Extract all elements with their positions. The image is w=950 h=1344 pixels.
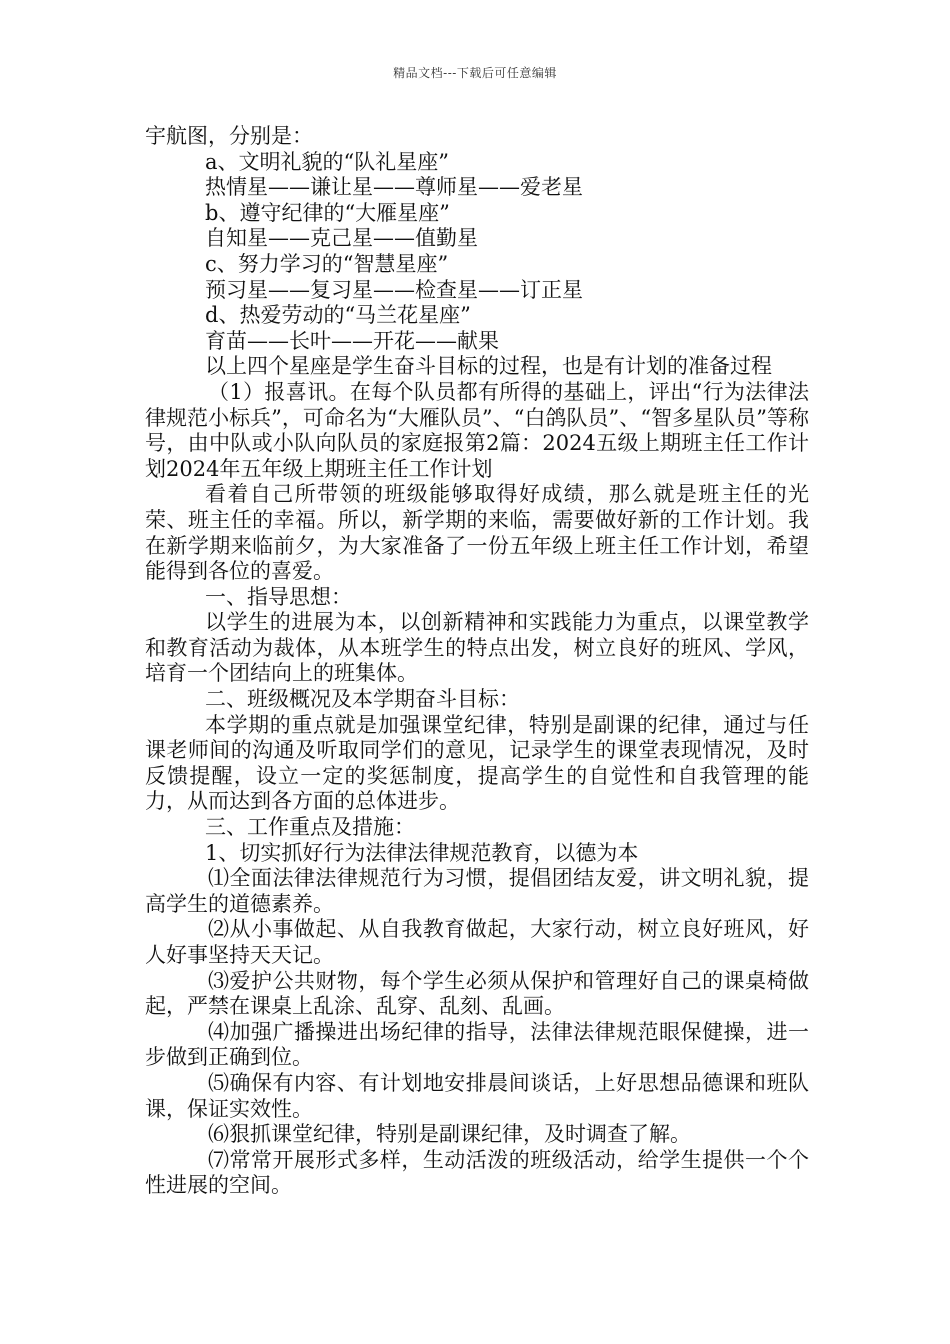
paragraph-11: （1）报喜讯。在每个队员都有所得的基础上，评出“行为法律法律规范小标兵”，可命名为“大雁队员”、“白鸽队员”、“智多星队员”等称号，由中队或小队向队员的家庭报第2篇：2024五级上期班主任工作计划2024年五年级上期班主任工作计划 xyxy=(145,379,809,481)
document-body xyxy=(145,124,809,1199)
paragraph-16: 本学期的重点就是加强课堂纪律，特别是副课的纪律，通过与任课老师间的沟通及听取同学们的意见，记录学生的课堂表现情况，及时反馈提醒，设立一定的奖惩制度，提高学生的自觉性和自我管理的能力，从而达到各方面的总体进步。 xyxy=(145,712,809,814)
paragraph-12: 看着自己所带领的班级能够取得好成绩，那么就是班主任的光荣、班主任的幸福。所以，新学期的来临，需要做好新的工作计划。我在新学期来临前夕，为大家准备了一份五年级上班主任工作计划，希望能得到各位的喜爱。 xyxy=(145,482,809,584)
paragraph-10: 以上四个星座是学生奋斗目标的过程，也是有计划的准备过程 xyxy=(205,354,772,379)
list-item-4: ⑷加强广播操进出场纪律的指导，法律法律规范眼保健操，进一步做到正确到位。 xyxy=(145,1019,809,1070)
paragraph-7: 预习星——复习星——检查星——订正星 xyxy=(205,277,583,302)
paragraph-9: 育苗——长叶——开花——献果 xyxy=(205,328,499,353)
paragraph-4: b、遵守纪律的“大雁星座” xyxy=(205,200,450,225)
paragraph-6: c、努力学习的“智慧星座” xyxy=(205,251,449,276)
list-item-2: ⑵从小事做起、从自我教育做起，大家行动，树立良好班风，好人好事坚持天天记。 xyxy=(145,917,809,967)
list-item-6: ⑹狠抓课堂纪律，特别是副课纪律，及时调查了解。 xyxy=(208,1122,691,1147)
section-heading-1: 一、指导思想： xyxy=(205,584,352,609)
section-heading-2: 二、班级概况及本学期奋斗目标： xyxy=(205,687,520,712)
paragraph-1: 宇航图，分别是： xyxy=(145,124,313,148)
list-item-1: ⑴全面法律法律规范行为习惯，提倡团结友爱，讲文明礼貌，提高学生的道德素养。 xyxy=(145,866,809,916)
paragraph-2: a、文明礼貌的“队礼星座” xyxy=(205,149,449,174)
paragraph-14: 以学生的进展为本，以创新精神和实践能力为重点，以课堂教学和教育活动为裁体，从本班学生的特点出发，树立良好的班风、学风，培育一个团结向上的班集体。 xyxy=(145,610,809,686)
page-header-note: 精品文档---下载后可任意编辑 xyxy=(393,66,557,80)
list-item-3: ⑶爱护公共财物，每个学生必须从保护和管理好自己的课桌椅做起，严禁在课桌上乱涂、乱穿、乱刻、乱画。 xyxy=(145,968,809,1019)
paragraph-5: 自知星——克己星——值勤星 xyxy=(205,226,478,251)
list-item-7: ⑺常常开展形式多样，生动活泼的班级活动，给学生提供一个个性进展的空间。 xyxy=(145,1147,809,1198)
section-heading-3: 三、工作重点及措施： xyxy=(205,815,415,840)
paragraph-3: 热情星——谦让星——尊师星——爱老星 xyxy=(205,175,583,200)
list-item-5: ⑸确保有内容、有计划地安排晨间谈话，上好思想品德课和班队课，保证实效性。 xyxy=(145,1070,809,1121)
subheading-1: 1、切实抓好行为法律法律规范教育，以德为本 xyxy=(205,840,639,865)
paragraph-8: d、热爱劳动的“马兰花星座” xyxy=(205,303,471,328)
